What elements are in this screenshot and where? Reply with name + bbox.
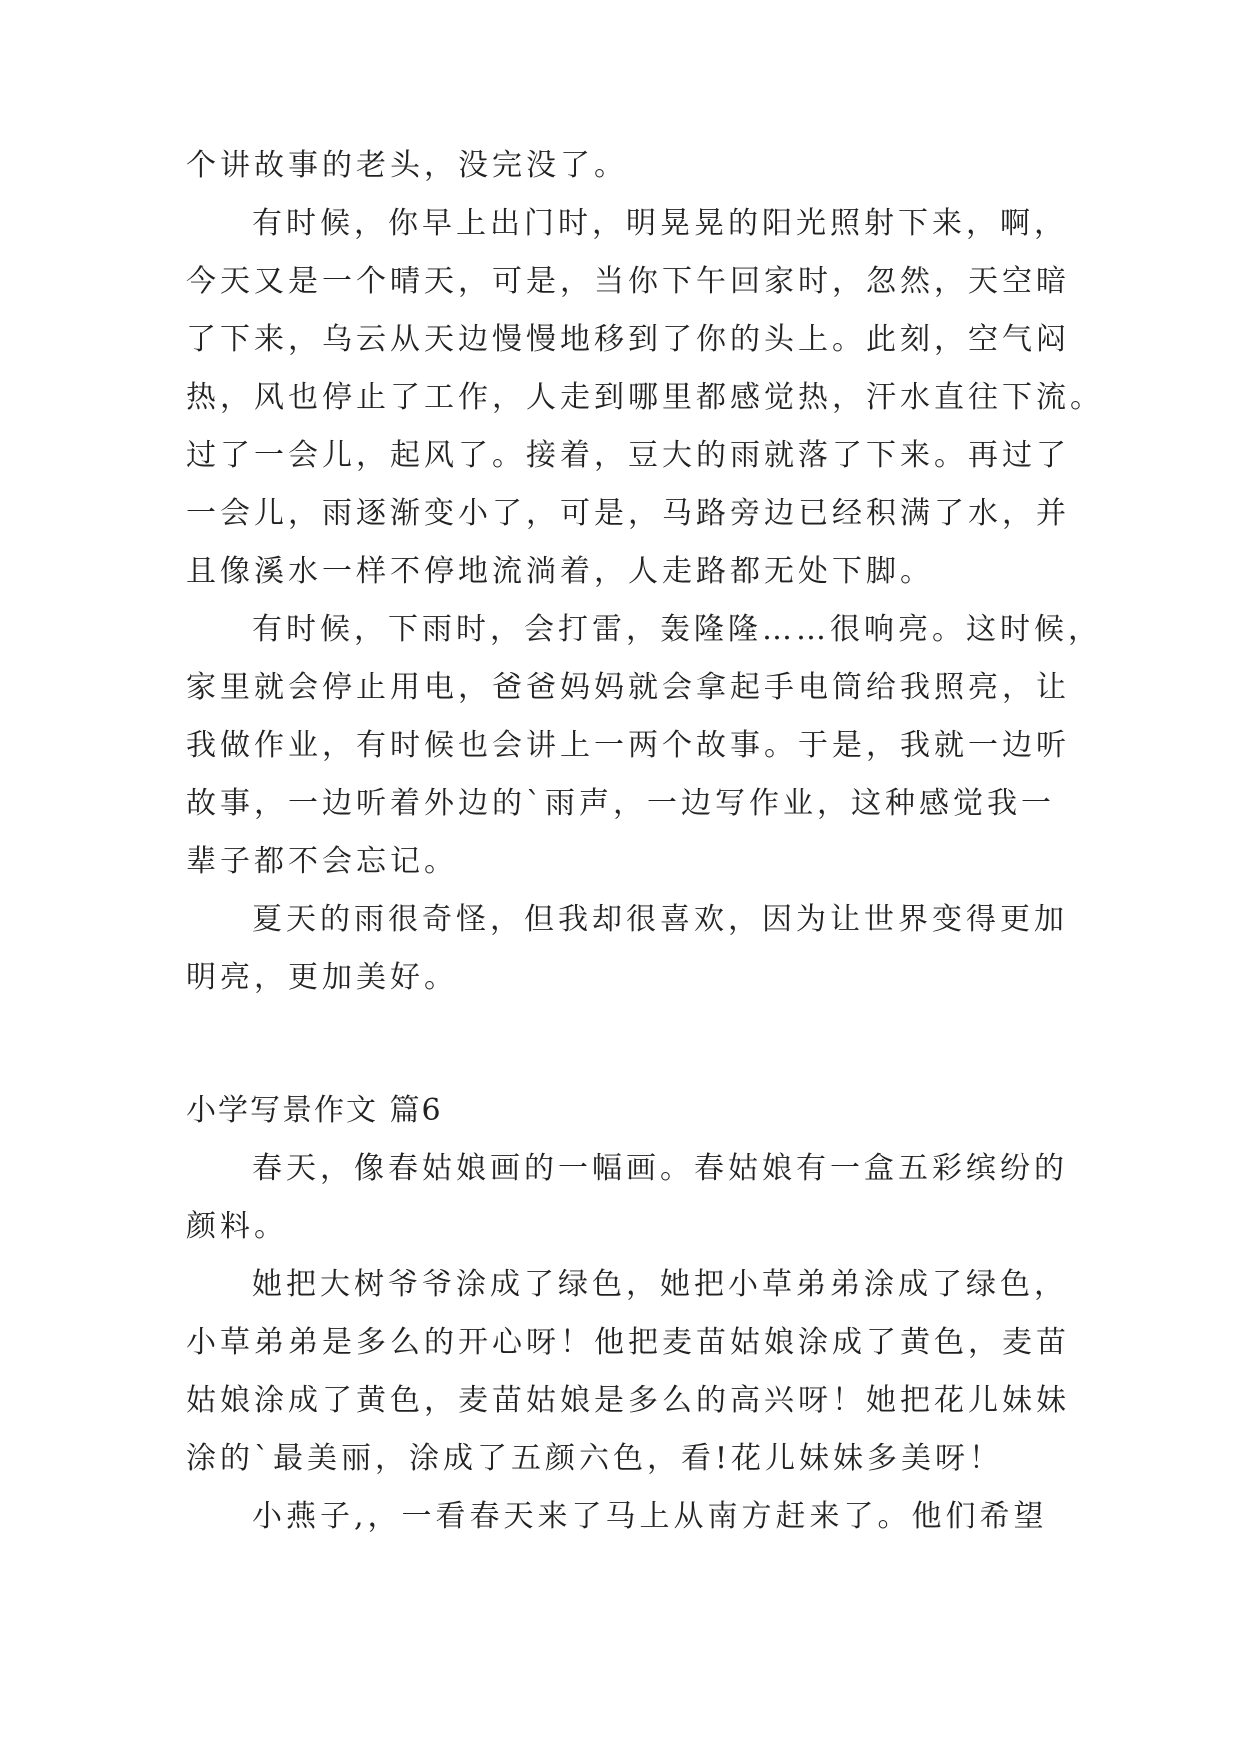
paragraph-line: 辈子都不会忘记。 [186,844,458,879]
paragraph-line: 故事，一边听着外边的`雨声，一边写作业，这种感觉我一 [186,786,1055,821]
paragraph-line: 姑娘涂成了黄色，麦苗姑娘是多么的高兴呀！她把花儿妹妹 [186,1383,1070,1418]
paragraph-line: 有时候，你早上出门时，明晃晃的阳光照射下来，啊， [252,206,1068,241]
paragraph-line: 有时候，下雨时，会打雷，轰隆隆……很响亮。这时候， [252,612,1102,647]
paragraph-line: 小燕子,，一看春天来了马上从南方赶来了。他们希望 [252,1499,1048,1534]
paragraph-line: 且像溪水一样不停地流淌着，人走路都无处下脚。 [186,554,934,589]
paragraph-line: 小草弟弟是多么的开心呀！他把麦苗姑娘涂成了黄色，麦苗 [186,1325,1070,1360]
paragraph-line: 我做作业，有时候也会讲上一两个故事。于是，我就一边听 [186,728,1070,763]
paragraph-line: 春天，像春姑娘画的一幅画。春姑娘有一盒五彩缤纷的 [252,1151,1068,1186]
paragraph-line: 家里就会停止用电，爸爸妈妈就会拿起手电筒给我照亮，让 [186,670,1070,705]
section-heading-block [186,1082,1056,1140]
paragraph-line: 一会儿，雨逐渐变小了，可是，马路旁边已经积满了水，并 [186,496,1070,531]
text-block-essay-6 [186,1140,1070,1546]
text-block-continuation [186,137,1104,1007]
paragraph-line: 了下来，乌云从天边慢慢地移到了你的头上。此刻，空气闷 [186,322,1070,357]
paragraph-line: 热，风也停止了工作，人走到哪里都感觉热，汗水直往下流。 [186,380,1104,415]
paragraph-line: 涂的`最美丽，涂成了五颜六色，看!花儿妹妹多美呀！ [186,1441,1004,1476]
paragraph-line: 明亮，更加美好。 [186,960,458,995]
paragraph-line: 夏天的雨很奇怪，但我却很喜欢，因为让世界变得更加 [252,902,1068,937]
section-heading: 小学写景作文 篇6 [186,1093,443,1128]
paragraph-line: 今天又是一个晴天，可是，当你下午回家时，忽然，天空暗 [186,264,1070,299]
paragraph-line: 过了一会儿，起风了。接着，豆大的雨就落了下来。再过了 [186,438,1070,473]
paragraph-line: 个讲故事的老头，没完没了。 [186,148,628,183]
paragraph-line: 她把大树爷爷涂成了绿色，她把小草弟弟涂成了绿色， [252,1267,1068,1302]
paragraph-line: 颜料。 [186,1209,288,1244]
